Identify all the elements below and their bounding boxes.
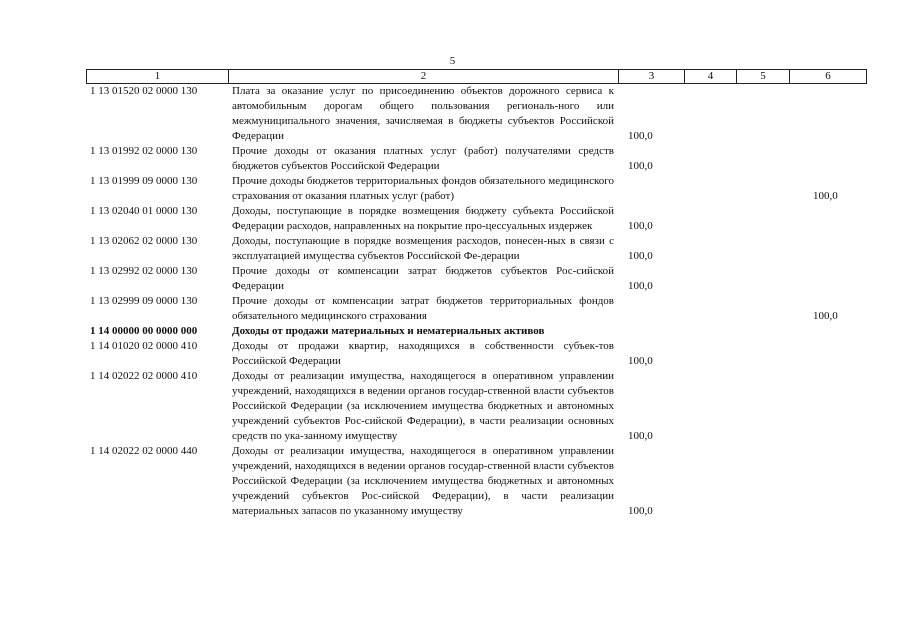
column-header-1: 1 — [87, 70, 229, 84]
row-description: Плата за оказание услуг по присоединению объектов дорожного сервиса к автомобильным дорогам общего пользования региональ-ного или межмуниципального значения, зачисляемая в бюджеты субъектов Российской Федерации — [232, 85, 614, 142]
table-row — [86, 234, 865, 264]
row-value-col3-text: 100,0 — [628, 355, 653, 367]
column-header-5: 5 — [737, 70, 790, 84]
row-value-col6 — [789, 324, 865, 339]
row-value-col3 — [618, 294, 684, 324]
row-description: Доходы от продажи материальных и нематериальных активов — [232, 325, 545, 337]
row-description: Доходы от продажи квартир, находящихся в собственности субъек-тов Российской Федерации — [232, 340, 614, 367]
row-value-col6 — [789, 264, 865, 294]
row-value-col3 — [618, 204, 684, 234]
row-value-col3-text: 100,0 — [628, 430, 653, 442]
row-value-col4 — [684, 444, 736, 519]
row-value-col4 — [684, 324, 736, 339]
row-value-col5 — [736, 234, 789, 264]
table-row — [86, 84, 865, 144]
row-value-col3 — [618, 234, 684, 264]
row-code-text: 1 13 02062 02 0000 130 — [90, 235, 198, 247]
row-code — [86, 84, 228, 144]
row-value-col6-text: 100,0 — [813, 310, 838, 322]
row-code-text: 1 13 01520 02 0000 130 — [90, 85, 198, 97]
row-code — [86, 444, 228, 519]
row-code-text: 1 13 02999 09 0000 130 — [90, 295, 198, 307]
row-value-col6 — [789, 204, 865, 234]
row-code — [86, 234, 228, 264]
row-code-text: 1 14 02022 02 0000 410 — [90, 370, 198, 382]
row-value-col4 — [684, 264, 736, 294]
row-value-col3-text: 100,0 — [628, 505, 653, 517]
row-value-col6 — [789, 234, 865, 264]
row-code — [86, 144, 228, 174]
row-code — [86, 264, 228, 294]
column-header-row — [87, 70, 867, 84]
row-value-col5 — [736, 264, 789, 294]
column-header-4: 4 — [685, 70, 737, 84]
row-code-text: 1 13 02992 02 0000 130 — [90, 265, 198, 277]
row-value-col3-text: 100,0 — [628, 280, 653, 292]
table-row — [86, 324, 865, 339]
row-value-col3-text: 100,0 — [628, 130, 653, 142]
row-value-col3-text: 100,0 — [628, 220, 653, 232]
row-value-col6-text: 100,0 — [813, 190, 838, 202]
table-body — [86, 84, 865, 519]
column-header-2: 2 — [229, 70, 619, 84]
row-value-col6 — [789, 369, 865, 444]
row-code-text: 1 14 00000 00 0000 000 — [90, 325, 198, 337]
column-header-6: 6 — [790, 70, 867, 84]
row-code — [86, 294, 228, 324]
row-value-col6 — [789, 339, 865, 369]
table-row — [86, 369, 865, 444]
row-description: Прочие доходы от компенсации затрат бюджетов субъектов Рос-сийской Федерации — [232, 265, 614, 292]
row-value-col4 — [684, 339, 736, 369]
row-value-col4 — [684, 369, 736, 444]
row-value-col6 — [789, 84, 865, 144]
row-code-text: 1 14 01020 02 0000 410 — [90, 340, 198, 352]
row-value-col6 — [789, 144, 865, 174]
row-value-col3 — [618, 174, 684, 204]
table-row — [86, 264, 865, 294]
row-value-col4 — [684, 204, 736, 234]
row-code — [86, 369, 228, 444]
table-row — [86, 339, 865, 369]
row-value-col4 — [684, 294, 736, 324]
row-value-col3 — [618, 339, 684, 369]
row-value-col3 — [618, 144, 684, 174]
row-value-col3-text: 100,0 — [628, 250, 653, 262]
row-description: Доходы, поступающие в порядке возмещения бюджету субъекта Российской Федерации расходов, направленных на покрытие про-цессуальных издержек — [232, 205, 614, 232]
row-value-col5 — [736, 324, 789, 339]
table-row — [86, 204, 865, 234]
row-value-col5 — [736, 444, 789, 519]
row-code — [86, 339, 228, 369]
row-value-col4 — [684, 234, 736, 264]
row-value-col5 — [736, 174, 789, 204]
row-value-col5 — [736, 204, 789, 234]
row-value-col3-text: 100,0 — [628, 160, 653, 172]
row-value-col3 — [618, 264, 684, 294]
table-row — [86, 444, 865, 519]
row-description: Доходы, поступающие в порядке возмещения расходов, понесен-ных в связи с эксплуатацией имущества субъектов Российской Фе-дерации — [232, 235, 614, 262]
row-description: Прочие доходы от компенсации затрат бюджетов территориальных фондов обязательного медицинского страхования — [232, 295, 614, 322]
page-number: 5 — [449, 55, 456, 67]
row-value-col3 — [618, 84, 684, 144]
row-value-col4 — [684, 174, 736, 204]
table-row — [86, 144, 865, 174]
row-value-col6 — [789, 174, 865, 204]
row-description: Доходы от реализации имущества, находящегося в оперативном управлении учреждений, находящихся в ведении органов государ-ственной власти субъектов Российской Федерации (за исключением имущества бюджетных и автономных учреждений субъектов Рос-сийской Федерации), в части реализации материальных запасов по указанному имуществу — [232, 445, 614, 517]
row-description: Доходы от реализации имущества, находящегося в оперативном управлении учреждений, находящихся в ведении органов государ-ственной власти субъектов Российской Федерации (за исключением имущества бюджетных и автономных учреждений субъектов Рос-сийской Федерации), в части реализации основных средств по ука-занному имуществу — [232, 370, 614, 442]
row-value-col3 — [618, 324, 684, 339]
table-row — [86, 294, 865, 324]
row-value-col6 — [789, 444, 865, 519]
column-header-3: 3 — [619, 70, 685, 84]
column-header-table — [86, 69, 867, 84]
table-row — [86, 174, 865, 204]
row-code-text: 1 13 02040 01 0000 130 — [90, 205, 198, 217]
row-code — [86, 204, 228, 234]
row-value-col4 — [684, 144, 736, 174]
row-value-col5 — [736, 369, 789, 444]
row-description: Прочие доходы бюджетов территориальных фондов обязательного медицинского страхования от оказания платных услуг (работ) — [232, 175, 614, 202]
row-code-text: 1 13 01992 02 0000 130 — [90, 145, 198, 157]
row-description: Прочие доходы от оказания платных услуг (работ) получателями средств бюджетов субъектов Российской Федерации — [232, 145, 614, 172]
row-value-col5 — [736, 339, 789, 369]
row-value-col5 — [736, 144, 789, 174]
row-value-col4 — [684, 84, 736, 144]
row-value-col5 — [736, 294, 789, 324]
row-code — [86, 174, 228, 204]
row-code-text: 1 14 02022 02 0000 440 — [90, 445, 198, 457]
row-value-col5 — [736, 84, 789, 144]
row-value-col3 — [618, 444, 684, 519]
row-code — [86, 324, 228, 339]
row-value-col6 — [789, 294, 865, 324]
row-value-col3 — [618, 369, 684, 444]
row-code-text: 1 13 01999 09 0000 130 — [90, 175, 198, 187]
